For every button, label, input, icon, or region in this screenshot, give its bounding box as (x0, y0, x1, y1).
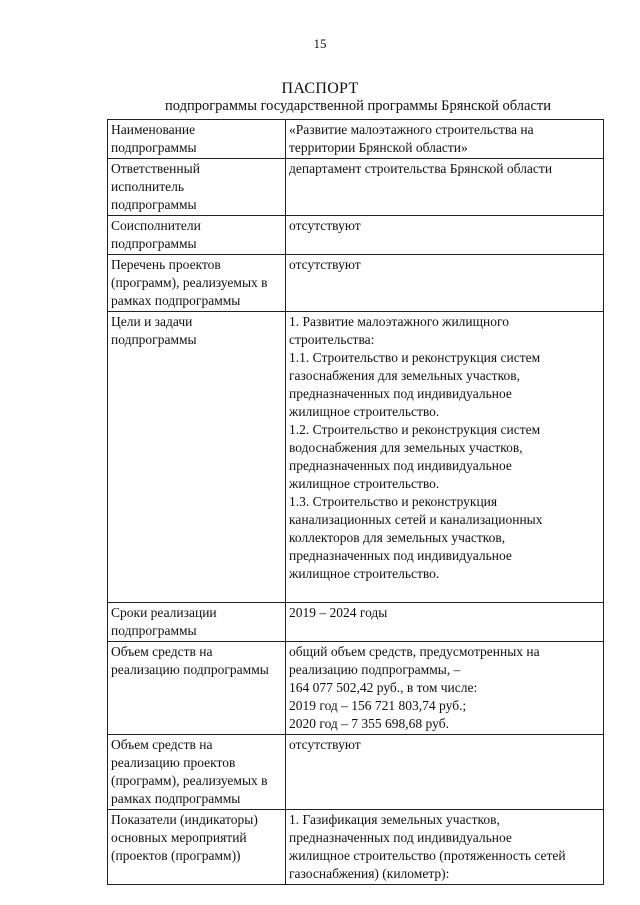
row-label-line: Ответственный (111, 161, 200, 176)
row-value-line: реализацию подпрограммы, – (289, 662, 461, 677)
passport-row (108, 312, 604, 603)
row-value-line: 1. Развитие малоэтажного жилищного (289, 314, 509, 329)
row-label-line: рамках подпрограммы (111, 791, 241, 806)
row-label-line: (программ), реализуемых в (111, 275, 268, 290)
row-value-line: 164 077 502,42 руб., в том числе: (289, 680, 478, 695)
row-label-cell (108, 312, 286, 603)
document-subtitle: подпрограммы государственной программы Брянской области (164, 98, 551, 114)
row-value-line: отсутствуют (289, 257, 361, 272)
passport-row (108, 120, 604, 159)
row-value-line: жилищное строительство. (289, 566, 440, 581)
passport-row (108, 603, 604, 642)
row-label-cell (108, 255, 286, 312)
row-value-line: 1.3. Строительство и реконструкция (289, 494, 498, 509)
row-value-line: предназначенных под индивидуальное (289, 548, 512, 563)
cell-spacer (289, 583, 599, 601)
row-value-line: 1.1. Строительство и реконструкция систем (289, 350, 541, 365)
row-value-line: газоснабжения) (километр): (289, 866, 450, 881)
passport-table-body (108, 120, 604, 885)
row-value-cell (286, 642, 604, 735)
row-label-line: подпрограммы (111, 197, 197, 212)
row-label-line: Соисполнители (111, 218, 201, 233)
row-label-line: Цели и задачи (111, 314, 193, 329)
document-title: ПАСПОРТ (281, 80, 359, 97)
row-value-line: территории Брянской области» (289, 140, 468, 155)
row-value-cell (286, 120, 604, 159)
row-value-line: «Развитие малоэтажного строительства на (289, 122, 534, 137)
row-label-line: подпрограммы (111, 236, 197, 251)
row-value-cell (286, 810, 604, 885)
row-value-line: департамент строительства Брянской области (289, 161, 553, 176)
row-value-cell (286, 255, 604, 312)
row-label-cell (108, 642, 286, 735)
page-number: 15 (313, 36, 327, 51)
row-label-line: (проектов (программ)) (111, 848, 241, 863)
row-value-line: водоснабжения для земельных участков, (289, 440, 523, 455)
row-value-line: жилищное строительство. (289, 404, 440, 419)
row-label-line: основных мероприятий (111, 830, 247, 845)
row-label-line: подпрограммы (111, 332, 197, 347)
row-value-line: отсутствуют (289, 218, 361, 233)
passport-row (108, 255, 604, 312)
row-value-line: 1.2. Строительство и реконструкция систем (289, 422, 541, 437)
row-label-line: реализацию подпрограммы (111, 662, 269, 677)
row-value-line: коллекторов для земельных участков, (289, 530, 506, 545)
passport-row (108, 216, 604, 255)
row-value-line: отсутствуют (289, 737, 361, 752)
row-value-line: строительства: (289, 332, 375, 347)
row-value-cell (286, 312, 604, 603)
row-label-cell (108, 159, 286, 216)
row-value-cell (286, 735, 604, 810)
row-label-line: подпрограммы (111, 140, 197, 155)
row-value-line: общий объем средств, предусмотренных на (289, 644, 540, 659)
row-value-line: предназначенных под индивидуальное (289, 830, 512, 845)
row-value-cell (286, 216, 604, 255)
row-value-line: 2019 – 2024 годы (289, 605, 388, 620)
row-label-line: Объем средств на (111, 644, 213, 659)
passport-row (108, 810, 604, 885)
row-label-line: Показатели (индикаторы) (111, 812, 258, 827)
passport-table (107, 119, 604, 885)
row-value-line: жилищное строительство. (289, 476, 440, 491)
passport-row (108, 735, 604, 810)
row-label-line: реализацию проектов (111, 755, 236, 770)
row-label-cell (108, 216, 286, 255)
row-label-cell (108, 120, 286, 159)
row-label-cell (108, 735, 286, 810)
row-value-cell (286, 603, 604, 642)
row-value-cell (286, 159, 604, 216)
passport-row (108, 642, 604, 735)
row-value-line: 1. Газификация земельных участков, (289, 812, 500, 827)
row-value-line: предназначенных под индивидуальное (289, 386, 512, 401)
row-value-line: 2019 год – 156 721 803,74 руб.; (289, 698, 467, 713)
row-label-line: Сроки реализации (111, 605, 217, 620)
passport-row (108, 159, 604, 216)
row-label-line: рамках подпрограммы (111, 293, 241, 308)
row-label-line: исполнитель (111, 179, 184, 194)
row-value-line: газоснабжения для земельных участков, (289, 368, 520, 383)
row-value-line: 2020 год – 7 355 698,68 руб. (289, 716, 449, 731)
row-label-line: подпрограммы (111, 623, 197, 638)
row-label-cell (108, 810, 286, 885)
row-value-line: предназначенных под индивидуальное (289, 458, 512, 473)
row-label-line: Наименование (111, 122, 196, 137)
row-value-line: канализационных сетей и канализационных (289, 512, 543, 527)
row-label-line: Объем средств на (111, 737, 213, 752)
row-value-line: жилищное строительство (протяженность сетей (289, 848, 566, 863)
row-label-line: (программ), реализуемых в (111, 773, 268, 788)
row-label-line: Перечень проектов (111, 257, 221, 272)
row-label-cell (108, 603, 286, 642)
